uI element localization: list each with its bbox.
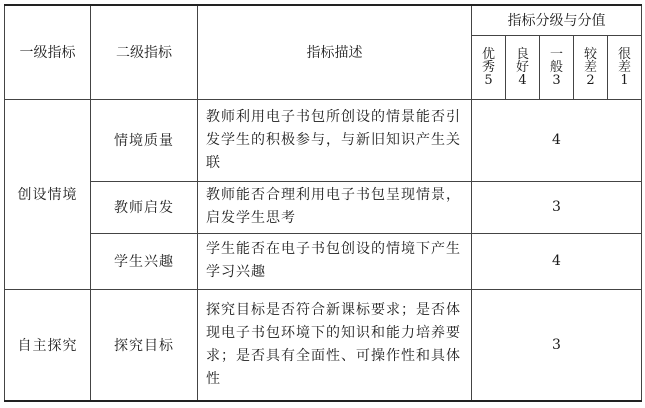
score-cell: 4 bbox=[472, 99, 642, 181]
level2-cell: 情境质量 bbox=[91, 99, 198, 181]
level2-cell: 教师启发 bbox=[91, 181, 198, 233]
grade-char-2: 秀 bbox=[481, 59, 495, 75]
grade-number: 2 bbox=[586, 72, 595, 88]
grade-char-1: 优 bbox=[481, 46, 495, 62]
table-row bbox=[5, 181, 642, 233]
description-cell: 教师利用电子书包所创设的情景能否引发学生的积极参与，与新旧知识产生关联 bbox=[198, 99, 472, 181]
header-description: 指标描述 bbox=[198, 5, 472, 99]
header-row-top bbox=[5, 5, 642, 35]
grade-char-1: 一 bbox=[549, 46, 563, 62]
level2-cell: 探究目标 bbox=[91, 289, 198, 401]
header-level2: 二级指标 bbox=[91, 5, 198, 99]
header-grade-average bbox=[540, 35, 574, 99]
grade-char-1: 很 bbox=[618, 46, 632, 62]
level1-cell: 创设情境 bbox=[5, 99, 91, 289]
table-row bbox=[5, 233, 642, 289]
header-score-group: 指标分级与分值 bbox=[472, 5, 642, 35]
grade-char-1: 较 bbox=[583, 46, 597, 62]
grade-char-1: 良 bbox=[515, 46, 529, 62]
header-grade-good bbox=[506, 35, 540, 99]
grade-char-2: 差 bbox=[583, 59, 597, 75]
grade-char-2: 般 bbox=[549, 59, 563, 75]
evaluation-table-container bbox=[4, 4, 641, 402]
grade-number: 1 bbox=[620, 72, 629, 88]
table-row bbox=[5, 289, 642, 401]
level2-cell: 学生兴趣 bbox=[91, 233, 198, 289]
header-grade-excellent bbox=[472, 35, 506, 99]
grade-char-2: 好 bbox=[515, 59, 529, 75]
header-grade-very-poor bbox=[608, 35, 642, 99]
level1-cell: 自主探究 bbox=[5, 289, 91, 401]
header-level1: 一级指标 bbox=[5, 5, 91, 99]
description-cell: 学生能否在电子书包创设的情境下产生学习兴趣 bbox=[198, 233, 472, 289]
grade-char-2: 差 bbox=[618, 59, 632, 75]
score-cell: 4 bbox=[472, 233, 642, 289]
evaluation-index-table bbox=[4, 4, 642, 402]
score-cell: 3 bbox=[472, 289, 642, 401]
header-grade-poor bbox=[574, 35, 608, 99]
grade-number: 3 bbox=[552, 72, 561, 88]
score-cell: 3 bbox=[472, 181, 642, 233]
description-cell: 探究目标是否符合新课标要求；是否体现电子书包环境下的知识和能力培养要求；是否具有全面性、可操作性和具体性 bbox=[198, 289, 472, 401]
table-row bbox=[5, 99, 642, 181]
description-cell: 教师能否合理利用电子书包呈现情景，启发学生思考 bbox=[198, 181, 472, 233]
grade-number: 4 bbox=[518, 72, 527, 88]
grade-number: 5 bbox=[484, 72, 493, 88]
